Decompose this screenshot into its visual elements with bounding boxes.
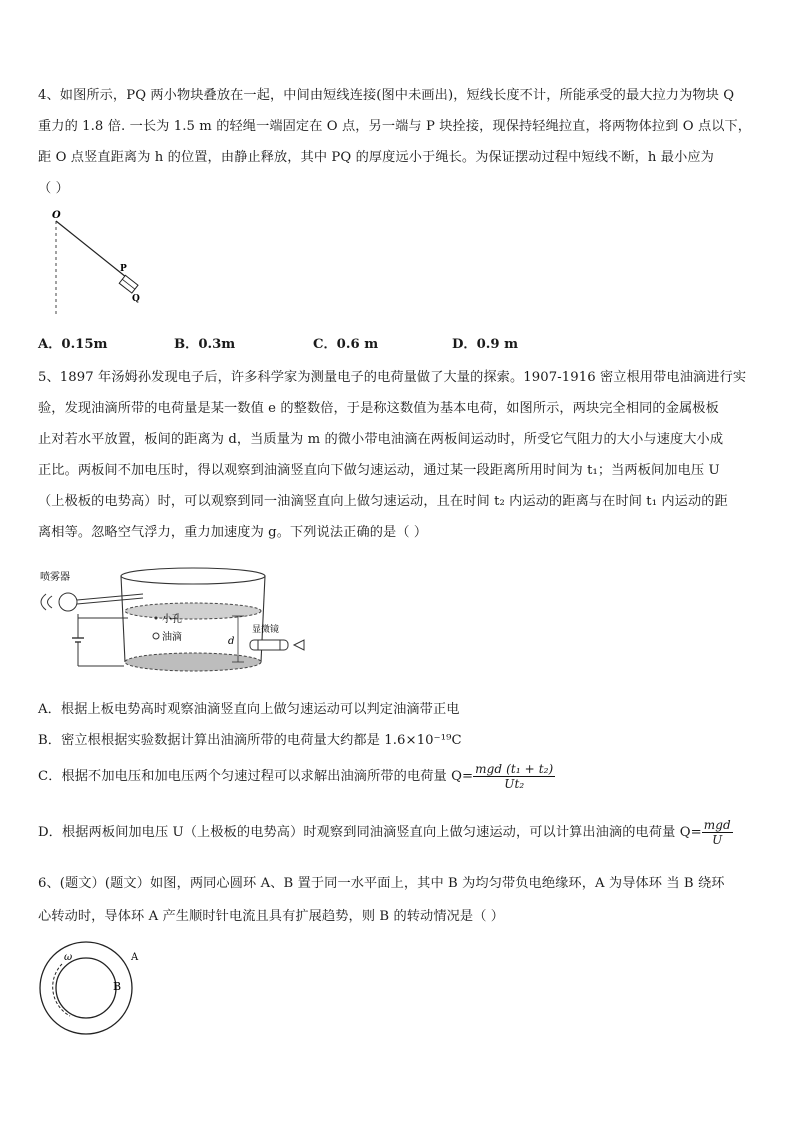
q5-option-c-denominator: Ut₂ (504, 777, 525, 791)
label-sprayer: 喷雾器 (40, 572, 70, 583)
q4-line-1: 4、如图所示，PQ 两小物块叠放在一起，中间由短线连接(图中未画出)，短线长度不计，所能承受的最大拉力为物块 Q (38, 88, 735, 103)
q5-line-4: 正比。两板间不加电压时，得以观察到油滴竖直向下做匀速运动，通过某一段距离所用时间为 t₁；当两板间加电压 U (38, 463, 720, 478)
q5-option-d-denominator: U (712, 833, 723, 847)
label-a: A (131, 952, 139, 963)
q4-line-2: 重力的 1.8 倍. 一长为 1.5 m 的轻绳一端固定在 O 点，另一端与 P 块拴接，现保持轻绳拉直，将两物体拉到 O 点以下， (38, 119, 752, 134)
q6-line-2: 心转动时，导体环 A 产生顺时针电流且具有扩展趋势，则 B 的转动情况是（ ） (38, 909, 505, 924)
q4-line-3: 距 O 点竖直距离为 h 的位置，由静止释放，其中 PQ 的厚度远小于绳长。为保证摆动过程中短线不断，h 最小应为 (38, 150, 714, 165)
q5-option-a: A．根据上板电势高时观察油滴竖直向上做匀速运动可以判定油滴带正电 (38, 702, 460, 717)
label-omega: ω (64, 952, 73, 963)
q5-line-2: 验，发现油滴所带的电荷量是某一数值 e 的整数倍，于是称这数值为基本电荷，如图所示，两块完全相同的金属极板 (38, 401, 719, 416)
label-o: O (52, 210, 61, 221)
label-hole: 小孔 (162, 614, 182, 625)
q5-option-d-text: D．根据两板间加电压 U（上极板的电势高）时观察到同油滴竖直向上做匀速运动，可以计算出油滴的电荷量 Q= (38, 825, 702, 840)
label-p: P (120, 264, 127, 274)
q5-line-1: 5、1897 年汤姆孙发现电子后，许多科学家为测量电子的电荷量做了大量的探索。1907-1916 密立根用带电油滴进行实 (38, 370, 747, 385)
q5-line-6: 离相等。忽略空气浮力，重力加速度为 g。下列说法正确的是（ ） (38, 525, 428, 540)
q5-option-c-numerator: mgd (t₁ + t₂) (475, 762, 554, 776)
q5-option-c-formula (473, 762, 555, 791)
label-b: B (113, 980, 122, 993)
concentric-rings-figure (38, 940, 158, 1040)
q5-option-d (38, 818, 733, 847)
q5-option-b: B．密立根根据实验数据计算出油滴所带的电荷量大约都是 1.6×10⁻¹⁹C (38, 733, 462, 748)
label-d: d (228, 636, 235, 647)
q5-line-3: 止对若水平放置，板间的距离为 d，当质量为 m 的微小带电油滴在两板间运动时，所受它气阻力的大小与速度大小成 (38, 432, 724, 447)
q4-option-b: B．0.3m (174, 337, 236, 352)
q4-option-c: C．0.6 m (313, 337, 379, 352)
q5-option-c-text: C．根据不加电压和加电压两个匀速过程可以求解出油滴所带的电荷量 Q= (38, 769, 474, 784)
q5-option-d-formula (702, 818, 733, 847)
pendulum-figure (40, 205, 160, 320)
q4-line-4: （ ） (38, 181, 69, 196)
label-q: Q (132, 294, 140, 304)
q5-option-c (38, 762, 555, 791)
q5-option-d-numerator: mgd (703, 818, 731, 832)
label-droplet: 油滴 (162, 632, 182, 643)
q4-option-a: A．0.15m (38, 337, 108, 352)
label-microscope: 显微镜 (252, 625, 280, 635)
q4-option-d: D．0.9 m (452, 337, 519, 352)
q5-line-5: （上极板的电势高）时，可以观察到同一油滴竖直向上做匀速运动，且在时间 t₂ 内运动的距离与在时间 t₁ 内运动的距 (38, 494, 728, 509)
millikan-apparatus-figure (38, 558, 323, 683)
q6-line-1: 6、(题文）(题文）如图，两同心圆环 A、B 置于同一水平面上，其中 B 为均匀带负电绝缘环，A 为导体环 当 B 绕环 (38, 876, 725, 891)
